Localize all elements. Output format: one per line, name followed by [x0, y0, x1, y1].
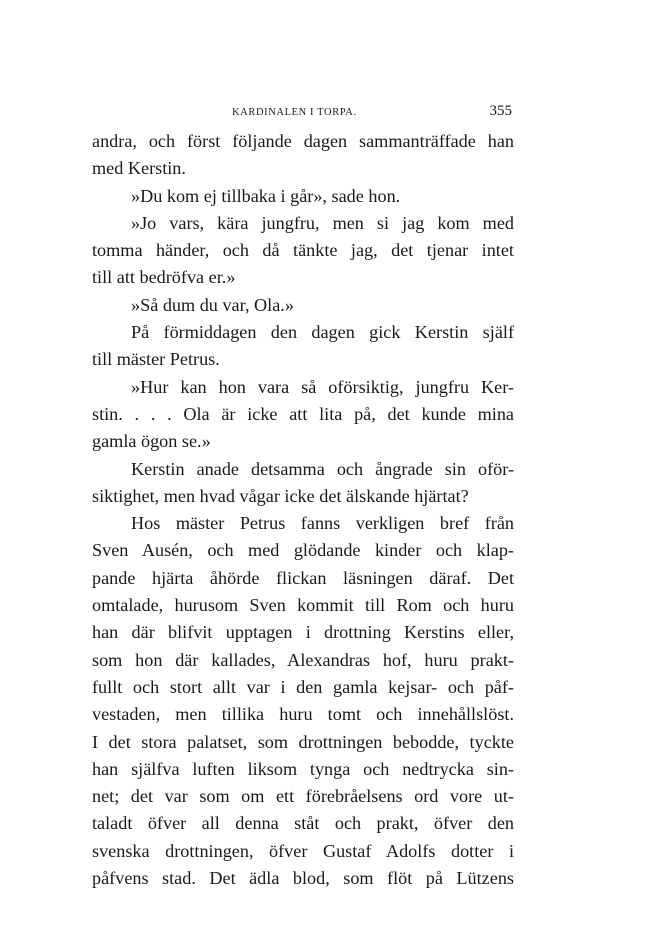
text-line: som hon där kallades, Alexandras hof, huru prakt- [92, 649, 514, 670]
text-line: till mäster Petrus. [92, 349, 220, 370]
text-line: han där blifvit upptagen i drottning Kerstins eller, [92, 622, 514, 643]
text-line: Kerstin anade detsamma och ångrade sin oför- [131, 458, 514, 479]
text-line: fullt och stort allt var i den gamla kejsar- och påf- [92, 676, 514, 697]
text-line: omtalade, hurusom Sven kommit till Rom och huru [92, 595, 514, 616]
text-line: andra, och först följande dagen sammanträffade han [92, 131, 514, 151]
text-line: stin. . . . Ola är icke att lita på, det kunde mina [92, 403, 514, 424]
text-line: med Kerstin. [92, 158, 186, 179]
body-text [92, 128, 514, 892]
text-line: På förmiddagen den dagen gick Kerstin själf [131, 322, 514, 343]
running-title: KARDINALEN I TORPA. [232, 107, 357, 118]
text-line: I det stora palatset, som drottningen bebodde, tyckte [92, 731, 514, 752]
text-line: »Jo vars, kära jungfru, men si jag kom med [131, 212, 514, 233]
text-line: taladt öfver all denna ståt och prakt, öfver den [92, 813, 514, 834]
text-line: »Hur kan hon vara så oförsiktig, jungfru Ker- [131, 376, 514, 397]
text-line: siktighet, men hvad vågar icke det älskande hjärtat? [92, 485, 469, 506]
text-line: pande hjärta åhörde flickan läsningen däraf. Det [92, 567, 514, 588]
text-line: svenska drottningen, öfver Gustaf Adolfs dotter i [92, 840, 514, 861]
text-line: »Du kom ej tillbaka i går», sade hon. [131, 185, 401, 206]
text-line: Hos mäster Petrus fanns verkligen bref från [131, 513, 514, 534]
text-line: påfvens stad. Det ädla blod, som flöt på Lützens [92, 868, 514, 889]
text-line: vestaden, men tillika huru tomt och innehållslöst. [92, 704, 514, 725]
text-line: Sven Ausén, och med glödande kinder och klap- [92, 540, 514, 561]
text-line: till att bedröfva er.» [92, 267, 236, 288]
text-line: gamla ögon se.» [92, 431, 211, 452]
page-number: 355 [489, 103, 512, 119]
text-line: net; det var som om ett förebråelsens ord vore ut- [92, 786, 514, 807]
text-line: tomma händer, och då tänkte jag, det tjenar intet [92, 240, 514, 261]
text-line: »Så dum du var, Ola.» [131, 294, 294, 315]
text-line: han själfva luften liksom tynga och nedtrycka sin- [92, 758, 514, 779]
running-header [92, 103, 512, 125]
